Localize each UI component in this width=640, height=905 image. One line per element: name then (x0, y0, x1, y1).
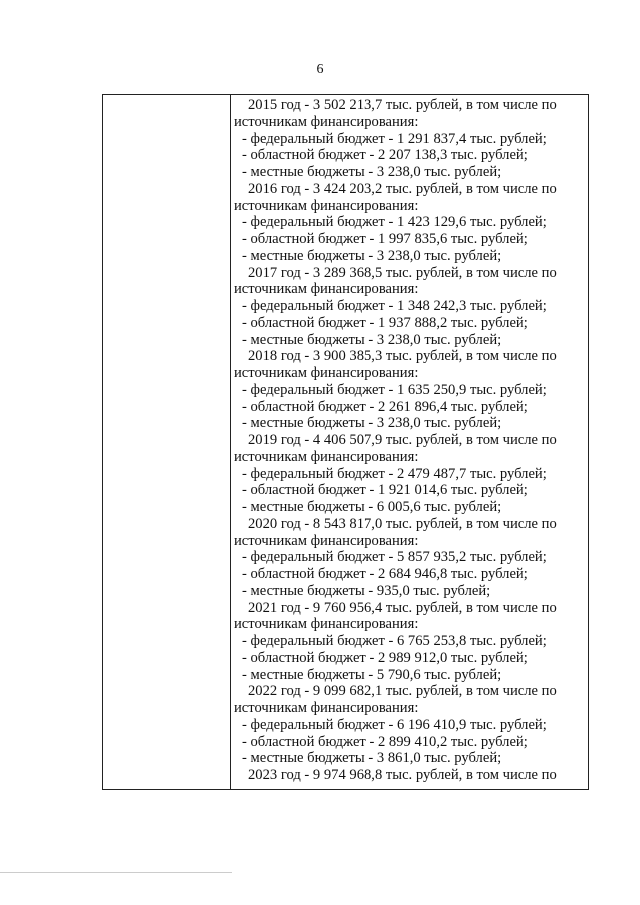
budget-item-line: - федеральный бюджет - 6 765 253,8 тыс. рублей; (242, 633, 547, 649)
year-total-line: 2015 год - 3 502 213,7 тыс. рублей, в том числе по (248, 97, 557, 113)
year-total-line: 2023 год - 9 974 968,8 тыс. рублей, в том числе по (248, 767, 557, 783)
year-total-line: 2021 год - 9 760 956,4 тыс. рублей, в том числе по (248, 599, 557, 616)
financing-sources-line: источникам финансирования: (234, 197, 419, 214)
budget-item-line: - областной бюджет - 1 997 835,6 тыс. рублей; (242, 231, 528, 247)
budget-item-line: - федеральный бюджет - 1 635 250,9 тыс. рублей; (242, 381, 547, 398)
financing-sources-line: источникам финансирования: (234, 365, 419, 381)
budget-item-line: - областной бюджет - 2 207 138,3 тыс. рублей; (242, 147, 528, 164)
financing-sources-line: источникам финансирования: (234, 281, 419, 298)
financing-text-cell (234, 97, 584, 789)
budget-item-line: - федеральный бюджет - 1 291 837,4 тыс. рублей; (242, 130, 547, 147)
year-total-line: 2018 год - 3 900 385,3 тыс. рублей, в том числе по (248, 348, 557, 365)
footnote-separator (0, 872, 232, 873)
year-total-line: 2022 год - 9 099 682,1 тыс. рублей, в том числе по (248, 683, 557, 700)
budget-item-line: - областной бюджет - 2 899 410,2 тыс. рублей; (242, 733, 528, 750)
budget-item-line: - местные бюджеты - 3 238,0 тыс. рублей; (242, 247, 502, 264)
column-divider (230, 95, 231, 789)
budget-item-line: - местные бюджеты - 3 238,0 тыс. рублей; (242, 164, 502, 180)
budget-item-line: - областной бюджет - 1 937 888,2 тыс. рублей; (242, 314, 528, 331)
budget-item-line: - областной бюджет - 1 921 014,6 тыс. рублей; (242, 482, 528, 499)
financing-table (102, 94, 589, 790)
year-total-line: 2017 год - 3 289 368,5 тыс. рублей, в том числе по (248, 264, 557, 281)
financing-sources-line: источникам финансирования: (234, 700, 419, 716)
table-label-cell (103, 95, 230, 789)
budget-item-line: - федеральный бюджет - 6 196 410,9 тыс. рублей; (242, 716, 547, 733)
budget-item-line: - местные бюджеты - 3 861,0 тыс. рублей; (242, 750, 502, 767)
budget-item-line: - федеральный бюджет - 5 857 935,2 тыс. рублей; (242, 549, 547, 566)
budget-item-line: - местные бюджеты - 5 790,6 тыс. рублей; (242, 666, 502, 683)
financing-sources-line: источникам финансирования: (234, 448, 419, 465)
budget-item-line: - местные бюджеты - 6 005,6 тыс. рублей; (242, 499, 502, 515)
budget-item-line: - местные бюджеты - 3 238,0 тыс. рублей; (242, 331, 502, 348)
budget-item-line: - областной бюджет - 2 261 896,4 тыс. рублей; (242, 398, 528, 415)
financing-sources-line: источникам финансирования: (234, 616, 419, 633)
budget-item-line: - федеральный бюджет - 2 479 487,7 тыс. рублей; (242, 465, 547, 482)
budget-item-line: - местные бюджеты - 935,0 тыс. рублей; (242, 582, 491, 599)
year-total-line: 2019 год - 4 406 507,9 тыс. рублей, в том числе по (248, 432, 557, 448)
budget-item-line: - федеральный бюджет - 1 423 129,6 тыс. рублей; (242, 214, 547, 231)
budget-item-line: - местные бюджеты - 3 238,0 тыс. рублей; (242, 415, 502, 432)
budget-item-line: - федеральный бюджет - 1 348 242,3 тыс. рублей; (242, 298, 547, 314)
financing-sources-line: источникам финансирования: (234, 113, 419, 130)
budget-item-line: - областной бюджет - 2 684 946,8 тыс. рублей; (242, 566, 528, 582)
financing-sources-line: источникам финансирования: (234, 532, 419, 549)
budget-item-line: - областной бюджет - 2 989 912,0 тыс. рублей; (242, 649, 528, 666)
year-total-line: 2016 год - 3 424 203,2 тыс. рублей, в том числе по (248, 180, 557, 197)
year-total-line: 2020 год - 8 543 817,0 тыс. рублей, в том числе по (248, 515, 557, 532)
page-number: 6 (316, 62, 324, 77)
